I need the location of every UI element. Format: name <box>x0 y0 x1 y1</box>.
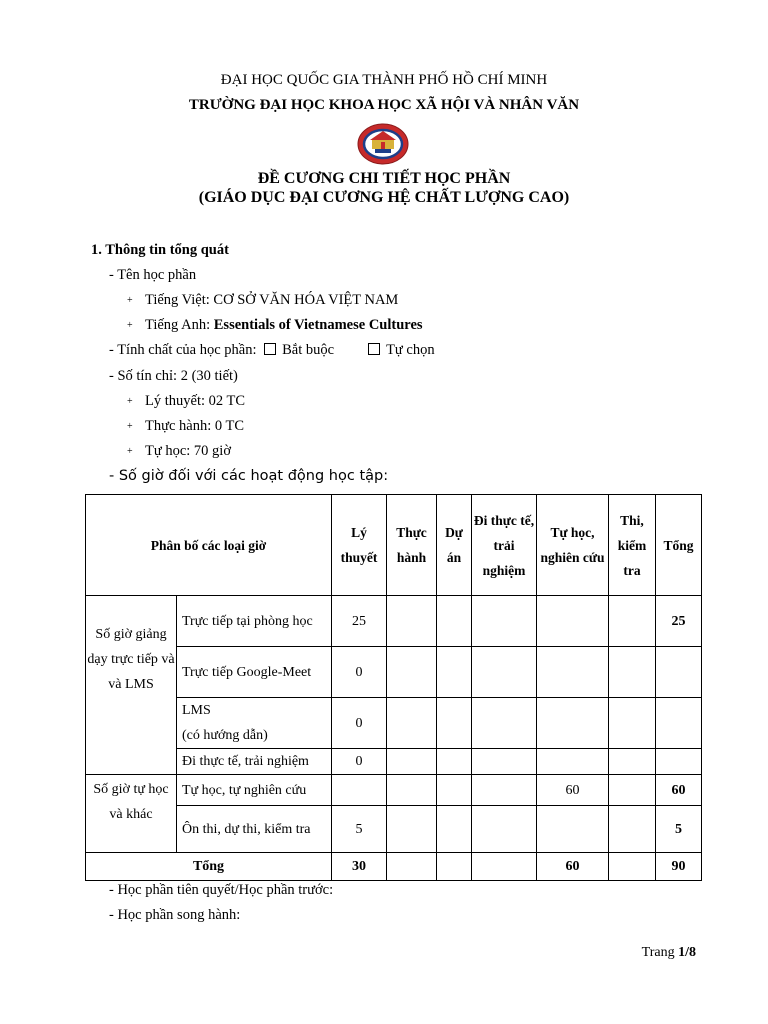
cell-total: 5 <box>656 806 702 853</box>
group-label-self: Số giờ tự học và khác <box>86 775 177 853</box>
row-name: Ôn thi, dự thi, kiểm tra <box>177 806 332 853</box>
table-row <box>86 775 702 806</box>
row-name: Đi thực tế, trải nghiệm <box>177 749 332 775</box>
header-project: Dự án <box>437 495 472 596</box>
table-row <box>86 749 702 775</box>
english-label: Tiếng Anh: <box>145 317 214 333</box>
cell-theory: 25 <box>332 596 387 647</box>
table-total-row <box>86 853 702 881</box>
prerequisite-line: - Học phần tiên quyết/Học phần trước: <box>109 882 334 898</box>
total-sum: 90 <box>656 853 702 881</box>
row-name: Trực tiếp Google-Meet <box>177 647 332 698</box>
vietnamese-label: Tiếng Việt: <box>145 292 214 308</box>
page-number <box>642 945 696 961</box>
total-label: Tổng <box>86 853 332 881</box>
english-value: Essentials of Vietnamese Cultures <box>213 317 423 333</box>
cell-theory: 0 <box>332 647 387 698</box>
cell-theory: 0 <box>332 698 387 749</box>
page-label: Trang <box>641 945 679 960</box>
table-row <box>86 698 702 749</box>
row-name: Trực tiếp tại phòng học <box>177 596 332 647</box>
cell-total: 25 <box>656 596 702 647</box>
row-name: LMS <box>182 703 211 718</box>
header-exam: Thi, kiểm tra <box>609 495 656 596</box>
total-self-study: 60 <box>537 853 609 881</box>
group-label-direct: Số giờ giảng dạy trực tiếp và và LMS <box>86 596 177 775</box>
row-name-lms <box>177 698 332 749</box>
header-total: Tổng <box>656 495 702 596</box>
hours-table <box>85 494 702 881</box>
plus-bullet-icon: + <box>127 421 133 433</box>
vietnamese-name-line <box>127 292 398 309</box>
self-study-line <box>127 443 231 460</box>
course-name-label: - Tên học phần <box>109 267 197 283</box>
table-header-row <box>86 495 702 596</box>
credits-line: - Số tín chỉ: 2 (30 tiết) <box>109 368 238 384</box>
course-nature-label: - Tính chất của học phần: <box>109 342 261 358</box>
table-row <box>86 596 702 647</box>
practice-credits: Thực hành: 0 TC <box>145 418 245 434</box>
theory-credits: Lý thuyết: 02 TC <box>145 393 246 409</box>
english-name-line <box>127 317 423 334</box>
school-logo-icon <box>357 123 409 165</box>
option-required-label: Bắt buộc <box>282 342 335 358</box>
total-theory: 30 <box>332 853 387 881</box>
checkbox-elective[interactable] <box>368 343 380 355</box>
cell-total: 60 <box>656 775 702 806</box>
cell-theory: 0 <box>332 749 387 775</box>
doc-subtitle: (GIÁO DỤC ĐẠI CƯƠNG HỆ CHẤT LƯỢNG CAO) <box>198 189 570 206</box>
plus-bullet-icon: + <box>127 295 133 307</box>
plus-bullet-icon: + <box>127 320 133 332</box>
cell-self-study: 60 <box>537 775 609 806</box>
header-distribution: Phân bố các loại giờ <box>86 495 332 596</box>
plus-bullet-icon: + <box>127 446 133 458</box>
course-nature-line <box>109 342 435 359</box>
section-heading: 1. Thông tin tổng quát <box>91 242 229 258</box>
table-row <box>86 806 702 853</box>
theory-line <box>127 393 245 410</box>
table-row <box>86 647 702 698</box>
hours-activities-label: - Số giờ đối với các hoạt động học tập: <box>109 468 389 484</box>
self-study-hours: Tự học: 70 giờ <box>145 443 232 459</box>
option-elective-label: Tự chọn <box>386 342 435 358</box>
university-name: ĐẠI HỌC QUỐC GIA THÀNH PHỐ HỒ CHÍ MINH <box>220 72 548 88</box>
vietnamese-value: CƠ SỞ VĂN HÓA VIỆT NAM <box>213 292 399 308</box>
plus-bullet-icon: + <box>127 396 133 408</box>
checkbox-required[interactable] <box>264 343 276 355</box>
doc-title: ĐỀ CƯƠNG CHI TIẾT HỌC PHẦN <box>257 170 511 187</box>
header-self-study: Tự học, nghiên cứu <box>537 495 609 596</box>
school-name: TRƯỜNG ĐẠI HỌC KHOA HỌC XÃ HỘI VÀ NHÂN VĂN <box>188 97 580 113</box>
page-value: 1/8 <box>678 945 696 960</box>
header-field-trip: Đi thực tế, trải nghiệm <box>472 495 537 596</box>
row-name: Tự học, tự nghiên cứu <box>177 775 332 806</box>
header-practice: Thực hành <box>387 495 437 596</box>
cell-theory: 5 <box>332 806 387 853</box>
practice-line <box>127 418 244 435</box>
corequisite-line: - Học phần song hành: <box>109 907 241 923</box>
row-subname: (có hướng dẫn) <box>182 728 268 743</box>
header-theory: Lý thuyết <box>332 495 387 596</box>
